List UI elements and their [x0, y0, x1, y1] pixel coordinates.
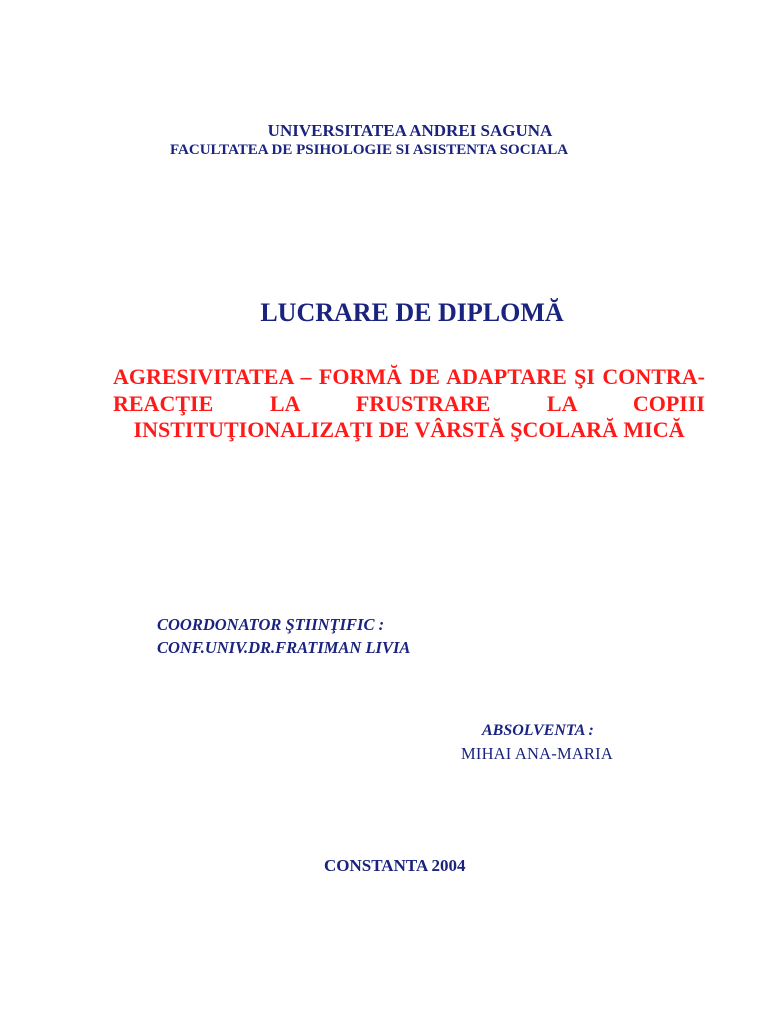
place-and-year: CONSTANTA 2004: [324, 856, 466, 875]
coordinator-name: CONF.UNIV.DR.FRATIMAN LIVIA: [157, 638, 411, 657]
thesis-title: AGRESIVITATEA – FORMĂ DE ADAPTARE ŞI CONTRA-REACŢIE LA FRUSTRARE LA COPIII INSTITUŢIONALIZAŢI DE VÂRSTĂ ŞCOLARĂ MICĂ: [113, 364, 705, 442]
university-name: UNIVERSITATEA ANDREI SAGUNA: [267, 121, 553, 140]
graduate-label: ABSOLVENTA :: [482, 722, 594, 739]
coordinator-label: COORDONATOR ŞTIINŢIFIC :: [157, 615, 385, 634]
document-type-heading: LUCRARE DE DIPLOMĂ: [260, 298, 564, 327]
faculty-name: FACULTATEA DE PSIHOLOGIE SI ASISTENTA SOCIALA: [170, 142, 569, 158]
graduate-name: MIHAI ANA-MARIA: [461, 744, 613, 763]
